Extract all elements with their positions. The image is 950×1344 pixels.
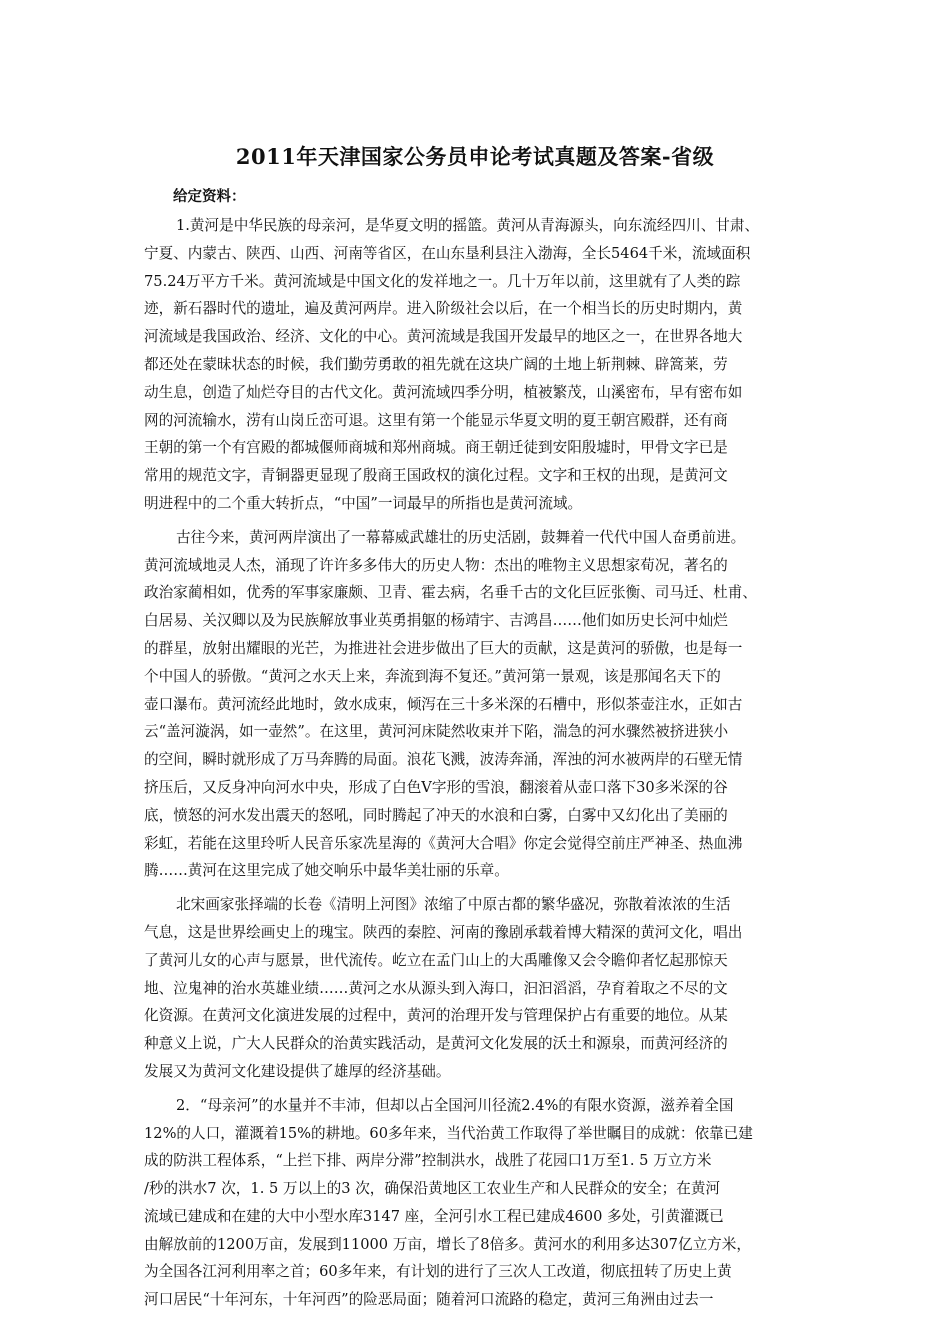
text-line: 的群星，放射出耀眼的光芒，为推进社会进步做出了巨大的贡献，这是黄河的骄傲，也是每一: [144, 639, 743, 657]
text-line: 北宋画家张择端的长卷《清明上河图》浓缩了中原古都的繁华盛况，弥散着浓浓的生活: [176, 896, 731, 914]
text-line: 明进程中的二个重大转折点，“中国”一词最早的所指也是黄河流域。: [144, 494, 583, 512]
text-line: 流域已建成和在建的大中小型水库3147 座，全河引水工程已建成4600 多处，引黄灌溉已: [144, 1207, 724, 1225]
text-line: 底，愤怒的河水发出震天的怒吼，同时腾起了冲天的水浪和白雾，白雾中又幻化出了美丽的: [144, 806, 728, 824]
text-line: 河口居民“十年河东，十年河西”的险恶局面；随着河口流路的稳定，黄河三角洲由过去一: [144, 1291, 714, 1309]
text-line: 腾……黄河在这里完成了她交响乐中最华美壮丽的乐章。: [144, 862, 509, 880]
text-line: 古往今来，黄河两岸演出了一幕幕威武雄壮的历史活剧，鼓舞着一代代中国人奋勇前进。: [176, 528, 746, 546]
text-line: 都还处在蒙昧状态的时候，我们勤劳勇敢的祖先就在这块广阔的土地上斩荆棘、辟篙莱，劳: [144, 355, 728, 373]
text-line: 迹，新石器时代的遗址，遍及黄河两岸。进入阶级社会以后，在一个相当长的历史时期内，黄: [144, 300, 743, 318]
text-line: 化资源。在黄河文化演进发展的过程中，黄河的治理开发与管理保护占有重要的地位。从某: [144, 1007, 728, 1025]
text-line: 75.24万平方千米。黄河流域是中国文化的发祥地之一。几十万年以前，这里就有了人类的踪: [144, 272, 741, 290]
text-line: 成的防洪工程体系，“上拦下排、两岸分滞”控制洪水，战胜了花园口1万至1. 5 万立方米: [144, 1152, 712, 1170]
text-line: 挤压后，又反身冲向河水中央，形成了白色Ⅴ字形的雪浪，翻滚着从壶口落下30多米深的谷: [144, 778, 728, 796]
document-title: 2011年天津国家公务员申论考试真题及答案-省级: [235, 144, 715, 169]
document-body: [144, 212, 808, 1320]
text-line: 壶口瀑布。黄河流经此地时，敛水成束，倾泻在三十多米深的石槽中，形似茶壶注水，正如古: [144, 695, 743, 713]
text-line: 彩虹，若能在这里玲听人民音乐家冼星海的《黄河大合唱》你定会觉得空前庄严神圣、热血沸: [144, 834, 743, 852]
paragraph-2: [144, 524, 808, 885]
text-line: 常用的规范文字，青铜器更显现了殷商王国政权的演化过程。文字和王权的出现，是黄河文: [144, 467, 728, 485]
text-line: 种意义上说，广大人民群众的治黄实践活动，是黄河文化发展的沃土和源泉，而黄河经济的: [144, 1035, 728, 1053]
paragraph-3: [144, 891, 808, 1086]
text-line: 为全国各江河利用率之首；60多年来，有计划的进行了三次人工改道，彻底扭转了历史上黄: [144, 1263, 732, 1281]
text-line: 宁夏、内蒙古、陕西、山西、河南等省区，在山东垦利县注入渤海，全长5464千米，流域面积: [144, 244, 751, 262]
text-line: 动生息，创造了灿烂夺目的古代文化。黄河流域四季分明，植被繁茂，山溪密布，早有密布如: [144, 383, 743, 401]
section-label: 给定资料：: [173, 188, 246, 205]
text-line: 地、泣鬼神的治水英雄业绩……黄河之水从源头到入海口，汩汩滔滔，孕育着取之不尽的文: [144, 979, 728, 997]
paragraph-4: [144, 1092, 808, 1314]
text-line: 个中国人的骄傲。“黄河之水天上来，奔流到海不复还。”黄河第一景观，该是那闻名天下的: [144, 667, 721, 685]
text-line: 了黄河儿女的心声与愿景，世代流传。屹立在孟门山上的大禹雕像又会令瞻仰者忆起那惊天: [144, 951, 728, 969]
text-line: 2．“母亲河”的水量并不丰沛，但却以占全国河川径流2.4%的有限水资源，滋养着全国: [176, 1096, 734, 1114]
text-line: 由解放前的1200万亩，发展到11000 万亩，增长了8倍多。黄河水的利用多达307亿立方米，: [144, 1235, 751, 1253]
text-line: 1.黄河是中华民族的母亲河，是华夏文明的摇篮。黄河从青海源头，向东流经四川、甘肃、: [176, 217, 760, 234]
text-line: 12%的人口，灌溉着15%的耕地。60多年来，当代治黄工作取得了举世瞩目的成就：依靠已建: [144, 1124, 753, 1142]
text-line: 网的河流输水，涝有山岗丘峦可退。这里有第一个能显示华夏文明的夏王朝宫殿群，还有商: [144, 411, 728, 429]
text-line: 的空间，瞬时就形成了万马奔腾的局面。浪花飞溅，波涛奔涌，浑浊的河水被两岸的石壁无情: [144, 751, 743, 769]
text-line: 黄河流域地灵人杰，涌现了许许多多伟大的历史人物：杰出的唯物主义思想家荀况，著名的: [144, 556, 728, 574]
paragraph-1: [144, 212, 808, 518]
text-line: 云“盖河漩涡，如一壶然”。在这里，黄河河床陡然收束并下陷，湍急的河水骤然被挤进狭小: [144, 723, 729, 741]
text-line: /秒的洪水7 次，1. 5 万以上的3 次，确保沿黄地区工农业生产和人民群众的安全；在黄河: [144, 1180, 721, 1198]
text-line: 发展又为黄河文化建设提供了雄厚的经济基础。: [144, 1062, 451, 1080]
text-line: 白居易、关汉卿以及为民族解放事业英勇捐躯的杨靖宇、吉鸿昌……他们如历史长河中灿烂: [144, 612, 728, 630]
text-line: 王朝的第一个有宫殿的都城偃师商城和郑州商城。商王朝迁徒到安阳殷墟时，甲骨文字已是: [144, 439, 728, 457]
text-line: 河流域是我国政治、经济、文化的中心。黄河流域是我国开发最早的地区之一，在世界各地大: [144, 328, 743, 346]
text-line: 政治家蔺相如，优秀的军事家廉颇、卫青、霍去病，名垂千古的文化巨匠张衡、司马迁、杜甫、: [144, 584, 757, 602]
text-line: 气息，这是世界绘画史上的瑰宝。陕西的秦腔、河南的豫剧承载着博大精深的黄河文化，唱出: [144, 923, 743, 941]
